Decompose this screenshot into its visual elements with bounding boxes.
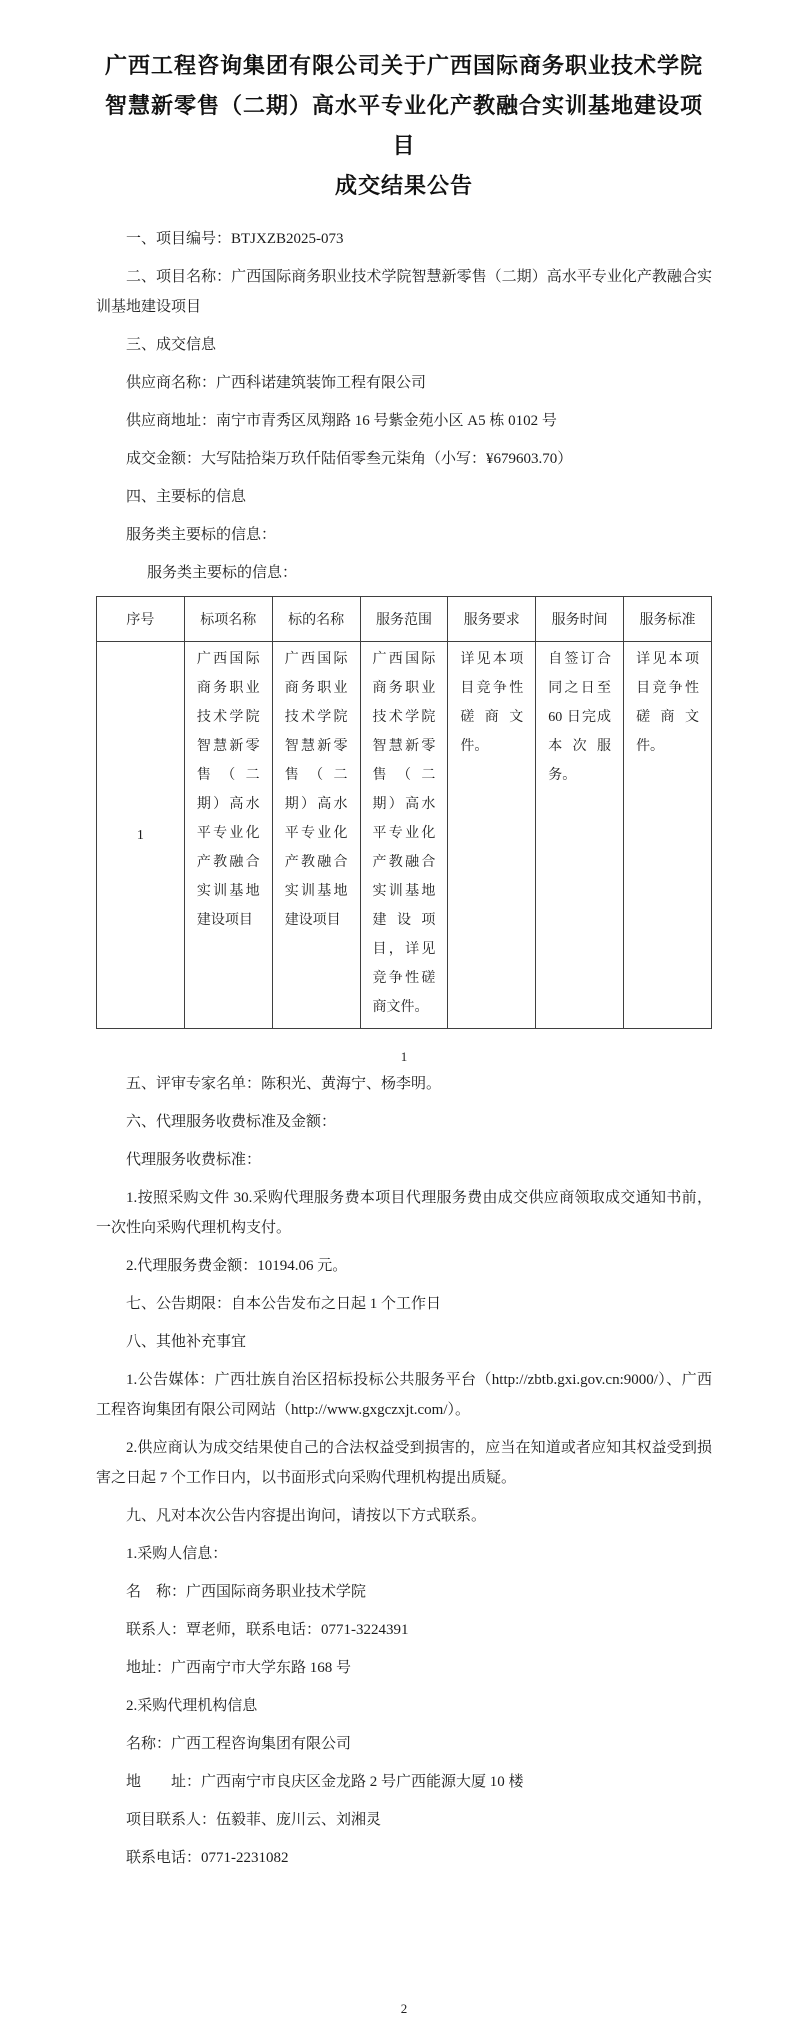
paragraph: 服务类主要标的信息： — [147, 565, 298, 581]
cell-seq: 1 — [97, 642, 185, 1029]
paragraph: 成交金额：大写陆拾柒万玖仟陆佰零叁元柒角（小写：¥679603.70） — [126, 451, 573, 467]
paragraph: 九、凡对本次公告内容提出询问，请按以下方式联系。 — [126, 1508, 487, 1524]
cell-service-scope: 广西国际商务职业技术学院智慧新零售（二期）高水平专业化产教融合实训基地建设项目，详见竞争性磋商文件。 — [360, 642, 448, 1029]
page-number-1: 1 — [400, 1049, 408, 1064]
paragraph: 2.供应商认为成交结果使自己的合法权益受到损害的，应当在知道或者应知其权益受到损害之日起 7 个工作日内，以书面形式向采购代理机构提出质疑。 — [96, 1440, 712, 1486]
page-title — [96, 46, 712, 206]
title-line-3: 成交结果公告 — [334, 173, 473, 198]
paragraph: 六、代理服务收费标准及金额： — [126, 1114, 337, 1130]
col-header-service-requirement: 服务要求 — [448, 597, 536, 642]
cell-service-standard: 详见本项目竞争性磋商文件。 — [624, 642, 712, 1029]
paragraph: 四、主要标的信息 — [126, 489, 247, 505]
section-after-table — [96, 1069, 712, 1873]
paragraph: 1.采购人信息： — [126, 1546, 228, 1562]
paragraph: 2.代理服务费金额：10194.06 元。 — [126, 1258, 348, 1274]
col-header-service-time: 服务时间 — [536, 597, 624, 642]
paragraph: 八、其他补充事宜 — [126, 1334, 247, 1350]
cell-service-time: 自签订合同之日至 60 日完成本次服务。 — [536, 642, 624, 1029]
paragraph: 五、评审专家名单：陈积光、黄海宁、杨李明。 — [126, 1076, 442, 1092]
col-header-service-standard: 服务标准 — [624, 597, 712, 642]
section-before-table — [96, 224, 712, 588]
service-items-table — [96, 596, 712, 1029]
col-header-item-name: 标项名称 — [184, 597, 272, 642]
paragraph: 1.按照采购文件 30.采购代理服务费本项目代理服务费由成交供应商领取成交通知书前，一次性向采购代理机构支付。 — [96, 1190, 712, 1236]
title-line-2: 智慧新零售（二期）高水平专业化产教融合实训基地建设项目 — [104, 93, 703, 158]
paragraph: 项目联系人：伍毅菲、庞川云、刘湘灵 — [126, 1812, 382, 1828]
paragraph: 一、项目编号：BTJXZB2025-073 — [126, 231, 344, 247]
col-header-seq: 序号 — [97, 597, 185, 642]
title-line-1: 广西工程咨询集团有限公司关于广西国际商务职业技术学院 — [104, 53, 703, 78]
table-header-row — [97, 597, 712, 642]
paragraph: 二、项目名称：广西国际商务职业技术学院智慧新零售（二期）高水平专业化产教融合实训基地建设项目 — [96, 269, 712, 315]
paragraph: 三、成交信息 — [126, 337, 217, 353]
paragraph: 1.公告媒体：广西壮族自治区招标投标公共服务平台（http://zbtb.gxi.gov.cn:9000/）、广西工程咨询集团有限公司网站（http://www.gxgczxjt.com/）。 — [96, 1372, 712, 1418]
paragraph: 联系人：覃老师，联系电话：0771-3224391 — [126, 1622, 409, 1638]
page-number-2: 2 — [400, 2001, 408, 2016]
col-header-service-scope: 服务范围 — [360, 597, 448, 642]
paragraph: 供应商地址：南宁市青秀区凤翔路 16 号紫金苑小区 A5 栋 0102 号 — [126, 413, 557, 429]
col-header-subject-name: 标的名称 — [272, 597, 360, 642]
paragraph: 供应商名称：广西科诺建筑装饰工程有限公司 — [126, 375, 427, 391]
paragraph: 2.采购代理机构信息 — [126, 1698, 258, 1714]
cell-subject-name: 广西国际商务职业技术学院智慧新零售（二期）高水平专业化产教融合实训基地建设项目 — [272, 642, 360, 1029]
paragraph: 地址：广西南宁市大学东路 168 号 — [126, 1660, 352, 1676]
paragraph: 代理服务收费标准： — [126, 1152, 262, 1168]
paragraph: 名称：广西工程咨询集团有限公司 — [126, 1736, 352, 1752]
table-row — [97, 642, 712, 1029]
paragraph: 地 址：广西南宁市良庆区金龙路 2 号广西能源大厦 10 楼 — [126, 1774, 524, 1790]
cell-service-requirement: 详见本项目竞争性磋商文件。 — [448, 642, 536, 1029]
paragraph: 七、公告期限：自本公告发布之日起 1 个工作日 — [126, 1296, 442, 1312]
paragraph: 联系电话：0771-2231082 — [126, 1850, 289, 1866]
cell-item-name: 广西国际商务职业技术学院智慧新零售（二期）高水平专业化产教融合实训基地建设项目 — [184, 642, 272, 1029]
paragraph: 名 称：广西国际商务职业技术学院 — [126, 1584, 367, 1600]
paragraph: 服务类主要标的信息： — [126, 527, 277, 543]
